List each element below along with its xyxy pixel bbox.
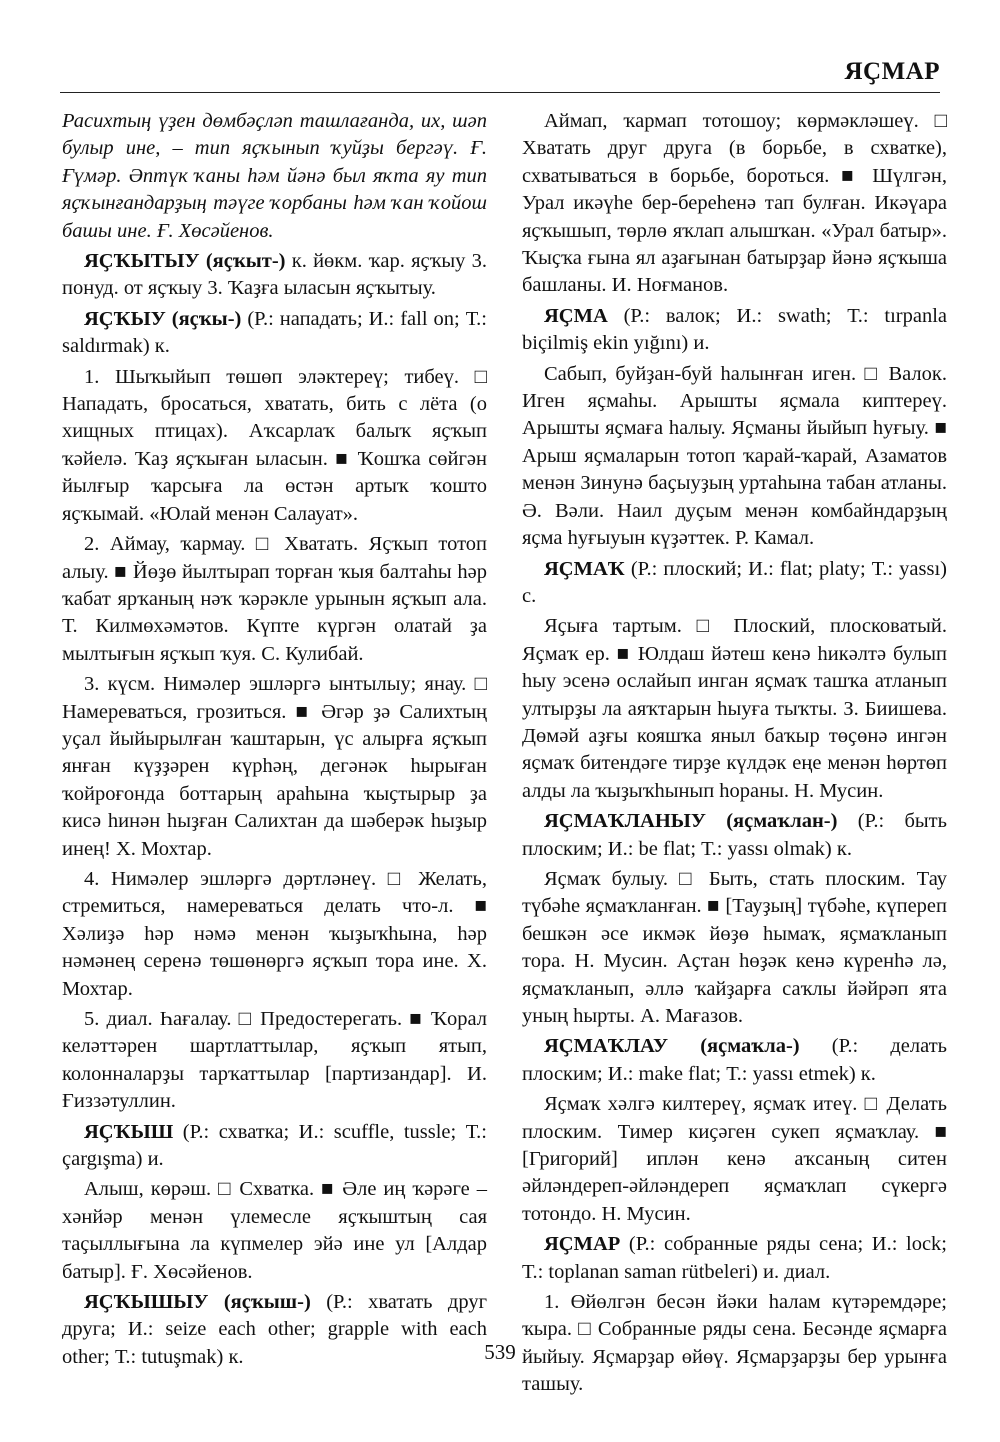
headword: ЯҪМАҠЛАУ (яҫмаҡла-) — [544, 1035, 800, 1058]
headword: ЯҪМА — [544, 304, 608, 327]
entry-yasma: ЯҪМА (Р.: валок; И.: swath; Т.: tırpanla biçilmiş ekin yığını) и. — [522, 304, 947, 355]
headword: ЯҪМАҠЛАНЫУ (яҫмаҡлан-) — [544, 810, 838, 833]
headword: ЯҪМАҠ — [544, 557, 625, 580]
sense-2: 2. Аймау, ҡармау. □ Хватать. Яҫҡып тотоп алыу. ■ Йөҙө йылтырап торған ҡыя балтаһы һәр ҡабат ярҡаның нәҡ ҡәрәкле урынын яҫҡып ала. Т. Килмөхәмәтов. Күпте күргән олатай ҙа мылтығын яҫҡып ҡуя. С. Кулибай. — [62, 533, 487, 665]
entry-yaskyu: ЯҪҠЫУ (яҫҡы-) (Р.: нападать; И.: fall on; Т.: saldırmak) к. — [62, 307, 487, 358]
definition: Алыш, көрәш. □ Схватка. ■ Әле иң ҡәрәге – хәнйәр менән үлемесле яҫҡыштың сая таҫыллығына ла күпмелер эйә ине ул [Алдар батыр]. Ғ. Хөсәйенов. — [62, 1178, 487, 1283]
headword: ЯҪҠЫШЫУ (яҫҡыш-) — [84, 1291, 311, 1314]
page-number: 539 — [484, 1340, 516, 1364]
headword: ЯҪҠЫТЫУ (яҫҡыт-) — [84, 250, 286, 273]
sense-1: 1. Өйөлгән бесән йәки һалам күтәремдәре; ҡыра. □ Собранные ряды сена. Бесәнде яҫмарға йыйыу. Яҫмарҙар өйөү. Яҫмарҙарҙы бер урынға ташыу. — [522, 1291, 947, 1396]
headword: ЯҪҠЫУ (яҫҡы-) — [84, 307, 242, 330]
headword: ЯҪҠЫШ — [84, 1120, 174, 1143]
right-column — [522, 108, 947, 1396]
entry-yasmar: ЯҪМАР (Р.: собранные ряды сена; И.: lock; Т.: toplanan saman rütbeleri) и. диал. — [522, 1233, 947, 1283]
entry-yasmak: ЯҪМАҠ (Р.: плоский; И.: flat; platy; Т.: yassı) с. — [522, 557, 947, 607]
definition: Аймап, ҡармап тотошоу; көрмәкләшеү. □ Хватать друг друга (в борьбе, в схватке), схватываться в борьбе, бороться. ■ Шүлгән, Урал икәүһе бер-береһенә тап булған. Икәүара яҫҡышып, төрлө яҡлап алышҡан. «Урал батыр». Ҡыҫҡа ғына ял аҙағынан батырҙар йәнә яҫҡыша башланы. И. Ноғманов. — [522, 110, 947, 297]
entry-yaskysh: ЯҪҠЫШ (Р.: схватка; И.: scuffle, tussle; Т.: çargışma) и. — [62, 1120, 487, 1171]
entry-yaskytyu: ЯҪҠЫТЫУ (яҫҡыт-) к. йөкм. ҡар. яҫҡыу 3. понуд. от яҫҡыу 3. Ҡаҙға ыласын яҫҡытыу. — [62, 250, 487, 300]
definition: Сабып, буйҙан-буй һалынған иген. □ Валок. Иген яҫмаһы. Арышты яҫмала киптереү. Арышты яҫмаға һалыу. Яҫманы йыйып һуғыу. ■ Арыш яҫмаларын тотоп ҡарай-ҡарай, Азаматов менән Зинунә баҫыуҙың уртаһына табан атланы. Ә. Вәли. Наил дуҫым менән комбайндарҙың яҫма һуғыуын күҙәттек. Р. Камал. — [522, 362, 947, 550]
headword: ЯҪМАР — [544, 1233, 621, 1256]
sense-4: 4. Нимәлер эшләргә дәртләнеү. □ Желать, стремиться, намереваться делать что-л. ■ Хәлиҙә һәр нәмә менән ҡыҙыҡһына, һәр нәмәнең серенә төшөнөргә яҫҡып тора ине. Х. Мохтар. — [62, 867, 487, 1000]
entry-yasmaklau: ЯҪМАҠЛАУ (яҫмаҡла-) (Р.: делать плоским; И.: make flat; Т.: yassı etmek) к. — [522, 1035, 947, 1085]
sense-1: 1. Шыҡыйып төшөп эләктереү; тибеү. □ Нападать, бросаться, хватать, бить с лёта (о хищных птицах). Аҡсарлаҡ балыҡ яҫҡып ҡәйелә. Ҡаҙ яҫҡыған ыласын. ■ Ҡошҡа сөйгән йылғыр ҡарсыға ла өстән артыҡ ҡошто яҫҡымай. «Юлай менән Салауат». — [62, 365, 487, 525]
header-rule — [60, 92, 940, 93]
definition: Яҫмаҡ хәлгә килтереү, яҫмаҡ итеү. □ Делать плоским. Тимер киҫәген сукеп яҫмаҡлау. ■ [Григорий] иплән кенә аҡсаның ситен әйләндереп-әйләндереп яҫмаҡлап сүкергә тотондо. Н. Мусин. — [522, 1093, 947, 1225]
sense-5: 5. диал. Һағалау. □ Предостерегать. ■ Ҡорал келәттәрен шартлаттылар, яҫҡып ятып, колонналарҙы тарҡаттылар [партизандар]. И. Ғиззәтуллин. — [62, 1008, 487, 1113]
left-paragraph-1: Расихтың үҙен дөмбәҫләп ташлағанда, их, шәп булыр ине, – тип яҫҡынып ҡуйҙы бергәү. Ғ. Ғүмәр. Әптүк ҡаны һәм йәнә был яҡта яу тип яҫҡынғандарҙың тәүге ҡорбаны һәм ҡан ҡойош башы ине. Ғ. Хөсәйенов. — [62, 110, 487, 242]
definition: Яҫыға тартым. □ Плоский, плосковатый. Яҫмаҡ ер. ■ Юлдаш йәтеш кенә һикәлтә булып һыу эсенә ослайып инган яҫмаҡ ташҡа атланып ултырҙы ла аяҡтарын һыуға тыҡты. З. Биишева. Дөмәй аҙғы кояшҡа яныл баҡыр төҫөнә ингән яҫмаҡ битендәге тирҙе күлдәк еңе менән һөртөп алды ла ҡыҙыҡһынып һораны. Н. Мусин. — [522, 615, 947, 802]
sense-3: 3. күсм. Нимәлер эшләргә ынтылыу; янау. □ Намереваться, грозиться. ■ Әгәр ҙә Салихтың уҫал йыйырылған ҡаштарын, үс алырға яҫҡып янған күҙҙәрен күрһәң, дегәнәк һырыған ҡойроғонда боттарың араһына ҡыҫтырыр ҙа кисә һинән һыҙған Салихтан да шәберәк һыҙыр инең! Х. Мохтар. — [62, 673, 487, 860]
left-column — [62, 108, 487, 1368]
entry-yaskyshyu: ЯҪҠЫШЫУ (яҫҡыш-) (Р.: хватать друг друга; И.: seize each other; grapple with each other; Т.: tutuşmak) к. — [62, 1291, 487, 1368]
running-head: ЯҪМАР — [844, 58, 940, 85]
entry-yasmaklanyu: ЯҪМАҠЛАНЫУ (яҫмаҡлан-) (Р.: быть плоским; И.: be flat; Т.: yassı olmak) к. — [522, 810, 947, 860]
definition: Яҫмаҡ булыу. □ Быть, стать плоским. Тау түбәһе яҫмаҡланған. ■ [Тауҙың] түбәһе, күпереп бешкән әсе икмәк йөҙө һымаҡ, яҫмаҡланып тора. Н. Мусин. Аҫтан һөҙәк кенә күренһә лә, яҫмаҡланып, әллә ҡайҙарға саҡлы йәйрәп ята уның һырты. А. Мағазов. — [522, 867, 947, 1027]
